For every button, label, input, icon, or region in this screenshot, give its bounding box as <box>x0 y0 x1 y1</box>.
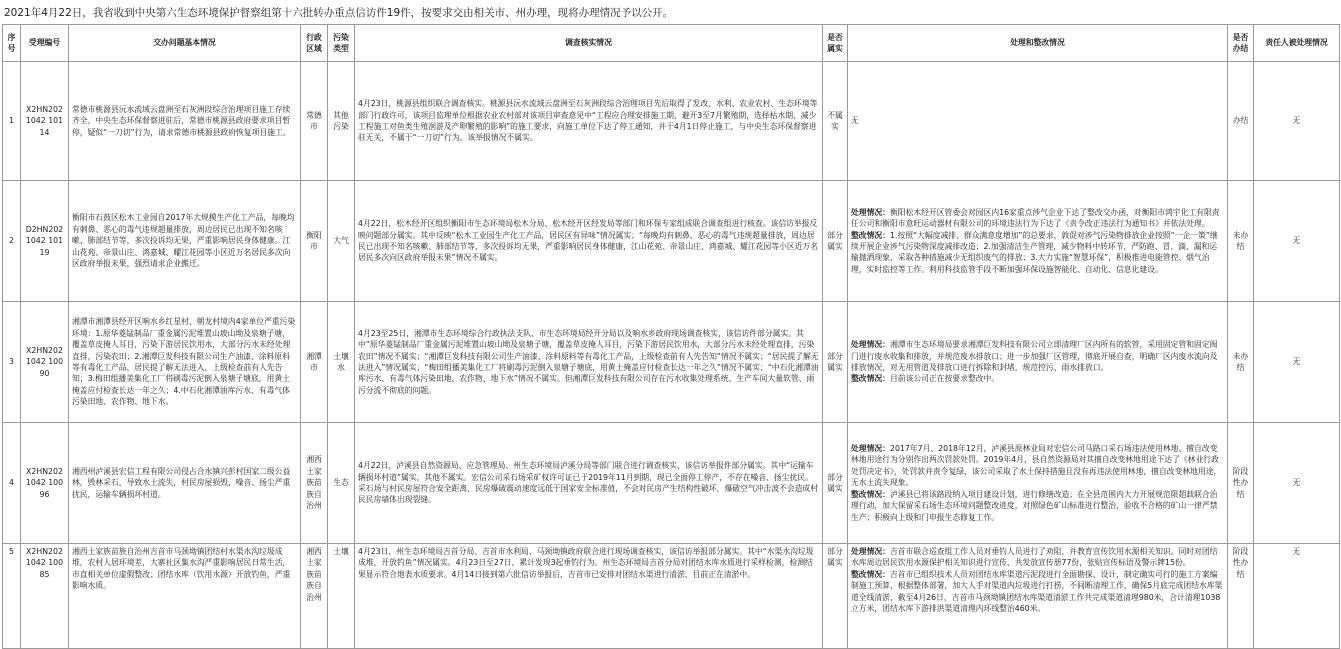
handling-text: 吉首市联合巡查组工作人员对垂钓人员进行了劝阻，并教育宣传饮用水源相关知识。同时对团结水库周边居民饮用水源保护相关知识进行宣传，共发放宣传册77份，张贴宣传标语及警示牌15份。 <box>851 547 1218 568</box>
cell-investigation: 4月23至25日，湘潭市生态环境综合行政执法支队、市生态环境局经开分局以及响水乡政府现场调查核实，该信访件部分属实。其中“原华菱锰制品厂重金属污泥堆置山坡山坳及泉塘子塘，覆盖草皮掩人耳目，污染下游居民饮用水，大部分污水未经处理直排，污染农田”情况不属实；“湘潭巨发科技有限公司生产油漆、涂料原料等有毒化工产品，上级检查前有人先告知”情况不属实；“居民提了解无法进入”情况属实；“梅田组播美集化工厂将刷毒污泥倒入泉塘子塘底，用黄土掩盖应付检查长达一年之久”情况不属实；“中石化湘潭油库污水、有毒气体污染田地、农作物、地下水”情况不属实。但湘潭巨发科技有限公司存在污水收集处理系统、生产车间大量软管、雨污分流不彻底的问题。 <box>355 302 823 423</box>
rectify-text: 1.按照“大幅度减排、群众满意度增加”的总要求，敦促对涉气污染物排放企业按照“一企一策”继续开展企业涉气污染物深度减排改造；2.加强清洁生产管理，减少物料中转环节，严防跑、冒、滴、漏和运输抛洒现象，采取各种措施减少无组织废气的排放；3.大力实施“智慧环保”，积极推进电能管控、烟气治理，实时监控等工作。利用科技监管手段不断加强环保设施智能化、自动化、信息化建设。 <box>851 230 1218 274</box>
cell-region: 衡阳市 <box>301 181 328 302</box>
cell-closed: 未办结 <box>1228 181 1254 302</box>
rectify-label: 整改情况： <box>851 489 890 499</box>
header-investigation: 调查核实情况 <box>355 25 823 62</box>
handling-text: 衡阳松木经开区管委会对园区内16家重点涉气企业下达了整改交办函，对衡阳市鸿宇化工有限责任公司和衡阳市意旺运动器材有限公司的环境违法行为下达了《责令改正违法行为通知书》并依法处理。 <box>851 207 1220 229</box>
handling-label: 处理情况： <box>851 444 890 454</box>
cell-closed: 阶段性办结 <box>1228 423 1254 544</box>
rectify-paragraph <box>851 373 1224 384</box>
cell-investigation: 4月23日，桃源县组织联合调查核实。桃源县沅水流域云盘洲至石灰洲段综合治理项目先后取得了发改、水利、农业农村、生态环境等部门行政许可，该项目监理单位根据农业农村部对该项目审查意见中“工程应合理安排施工期，避开3至7月繁殖期，选择枯水期，减少工程施工对鱼类生殖洄游及产卵繁殖的影响”的施工要求，向施工单位下达了停工通知，并于4月1日停止施工，与中央生态环保督察进驻无关，不属于“一刀切”行为。该举报情况不属实。 <box>355 62 823 181</box>
table-row <box>3 302 1340 423</box>
handling-paragraph <box>851 207 1224 230</box>
cell-region: 湘潭市 <box>301 302 328 423</box>
cell-verified: 部分属实 <box>823 544 848 649</box>
header-issue: 交办问题基本情况 <box>69 25 301 62</box>
cell-verified: 部分属实 <box>823 423 848 544</box>
cell-handling <box>848 544 1228 649</box>
table-row <box>3 544 1340 649</box>
cell-type: 生态 <box>328 423 355 544</box>
cell-code: X2HN2021042 10096 <box>21 423 69 544</box>
cell-handling: 无 <box>848 62 1228 181</box>
cell-code: X2HN2021042 10114 <box>21 62 69 181</box>
header-handling: 处理和整改情况 <box>848 25 1228 62</box>
cell-issue: 湘西土家族苗族自治州吉首市马颈坳镇团结村水渠水沟垃圾成堆，农村人居环境差，大寨社区集水沟严重影响居民日常生活，市直相关单位虚假整改；团结水库（饮用水源）开放钓鱼，严重影响水质。 <box>69 544 301 649</box>
header-verified: 是否属实 <box>823 25 848 62</box>
header-region: 行政区域 <box>301 25 328 62</box>
cell-accountability: 无 <box>1254 62 1340 181</box>
table-row <box>3 423 1340 544</box>
header-accountability: 责任人被处理情况 <box>1254 25 1340 62</box>
cell-code: D2HN2021042 10119 <box>21 181 69 302</box>
cell-issue: 湘潭市湘潭县经开区响水乡红星村、朝龙村境内4家单位严重污染环境：1.原华菱锰制品厂重金属污泥堆置山坡山坳及泉塘子塘，覆盖草皮掩人耳目，污染下游居民饮用水，大部分污水未经处理直排，污染农田；2.湘潭巨发科技有限公司生产油漆、涂料原料等有毒化工产品，居民提了解无法进入，上级检查前有人先告知；3.梅田组播美集化工厂将刷毒污泥倒入泉塘子塘底，用黄土掩盖应付检查长达一年之久；4.中石化湘潭油库污水、有毒气体污染田地、农作物、地下水。 <box>69 302 301 423</box>
table-row <box>3 62 1340 181</box>
rectify-text: 吉首市已组织技术人员对团结水库渠道污泥段进行全面勘探、设计，制定确实可行的施工方案编制施工预算，根据整体部署，加大人手对渠道内垃圾进行打捞，不间断清理工作，确保5月底完成团结水库渠道全线清淤，截至4月26日，吉首市马颈坳镇团结水库渠道清淤工作共完成渠道清理980米，合计清理1038立方米，团结水库下游排洪渠道清理内环线整治460米。 <box>851 569 1223 614</box>
handling-label: 处理情况： <box>851 207 890 217</box>
cell-code: X2HN2021042 10090 <box>21 302 69 423</box>
cell-no: 1 <box>3 62 21 181</box>
cell-handling <box>848 423 1228 544</box>
handling-text: 2017年7月、2018年12月，泸溪县原林业局对宏信公司马路口采石场违法使用林地、擅自改变林地用途行为分别作出两次罚款处罚。2019年4月，县自然资源局对其擅自改变林地用途下达了《林业行政处罚决定书》，处罚款并责令复绿，该公司采取了水土保持措施且没有再违法使用林地，擅自改变林地用途，无水土流失现象。 <box>851 444 1222 488</box>
cell-no: 2 <box>3 181 21 302</box>
rectify-paragraph <box>851 489 1224 523</box>
cell-type: 土壤 <box>328 544 355 649</box>
rectify-text: 泸溪县已将该路段纳入项目建设计划，进行修缮改造；在全县范围内大力开展规范限超载联合治理行动，加大保留采石场生态环境问题整改进度，对照绿色矿山标准进行整治，验收不合格的矿山一律严禁生产；积极向上级和门申报生态修复工作。 <box>851 489 1218 522</box>
handling-paragraph <box>851 546 1224 569</box>
cell-issue: 常德市桃源县沅水流域云盘洲至石灰洲段综合治理项目施工存续齐全，中央生态环保督察进驻后，常德市桃源县政府要求项目暂停，疑似“一刀切”行为，请求常德市桃源县政府恢复项目施工。 <box>69 62 301 181</box>
cell-verified: 部分属实 <box>823 181 848 302</box>
handling-paragraph <box>851 339 1224 373</box>
handling-label: 处理情况： <box>851 547 890 556</box>
handling-paragraph <box>851 443 1224 489</box>
rectify-paragraph <box>851 230 1224 276</box>
cell-type: 土壤水 <box>328 302 355 423</box>
header-type: 污染类型 <box>328 25 355 62</box>
cell-region: 湘西土家族苗族自治州 <box>301 423 328 544</box>
header-code: 受理编号 <box>21 25 69 62</box>
intro-text: 2021年4月22日，我省收到中央第六生态环境保护督察组第十六批转办重点信访件19件，按要求交由相关市、州办理，现将办理情况予以公开。 <box>4 7 674 19</box>
cell-no: 5 <box>3 544 21 649</box>
cell-verified: 部分属实 <box>823 302 848 423</box>
cell-region: 常德市 <box>301 62 328 181</box>
cell-accountability: 无 <box>1254 544 1340 649</box>
cell-closed: 未办结 <box>1228 302 1254 423</box>
cell-closed: 办结 <box>1228 62 1254 181</box>
cell-type: 大气 <box>328 181 355 302</box>
cell-verified: 不属实 <box>823 62 848 181</box>
rectify-label: 整改情况： <box>851 230 890 240</box>
header-closed: 是否办结 <box>1228 25 1254 62</box>
cell-no: 3 <box>3 302 21 423</box>
petition-table <box>2 24 1340 649</box>
cell-closed: 阶段性办结 <box>1228 544 1254 649</box>
cell-no: 4 <box>3 423 21 544</box>
cell-investigation: 4月22日，泸溪县自然资源局、应急管理局、州生态环境局泸溪分局等部门联合进行调查核实，该信访举报件部分属实。其中“运输车辆损坏村道”属实，其他不属实。宏信公司采石场采矿权许可证已于2019年11月到期，现已全面停工停产，不存在噪音、扬尘扰民。采石场与村民房屋符合安全距离，民房爆破震动速度远低于国家安全标准值，不会对民房产生结构性破坏，爆破空气冲击波不会造成村民民房墙体出现裂缝。 <box>355 423 823 544</box>
cell-handling <box>848 181 1228 302</box>
table-header-row <box>3 25 1340 62</box>
rectify-paragraph <box>851 569 1224 615</box>
cell-accountability: 无 <box>1254 302 1340 423</box>
cell-code: X2HN2021042 10085 <box>21 544 69 649</box>
cell-investigation: 4月23日，州生态环境局吉首分局、吉首市水利局、马颈坳镇政府联合进行现场调查核实，该信访举报部分属实。其中“水渠水沟垃圾成堆，开放钓鱼”情况属实。4月23日至27日，累计发现3起垂钓行为。州生态环境局吉首分局对团结水库水质进行采样检测，检测结果显示符合地表水质要求。4月14日接到第六批信访举报后，吉首市已安排对团结水渠进行清淤，目前正在清淤中。 <box>355 544 823 649</box>
cell-type: 其他污染 <box>328 62 355 181</box>
table-row <box>3 181 1340 302</box>
cell-accountability: 无 <box>1254 423 1340 544</box>
cell-region: 湘西土家族苗族自治州 <box>301 544 328 649</box>
cell-handling <box>848 302 1228 423</box>
rectify-label: 整改情况： <box>851 569 890 579</box>
cell-accountability: 无 <box>1254 181 1340 302</box>
handling-text: 湘潭市生态环境局要求湘潭巨发科技有限公司立即清理厂区内所有的软管，采用固定管和固定阀门进行废水收集和排放，并规范废水排放口；进一步加强厂区管理，彻底开展自查，明确厂区内废水流向及排放情况，对无用管道及排放口进行拆除和封堵，规范控污、雨水排放口。 <box>851 340 1218 372</box>
handling-label: 处理情况： <box>851 340 890 350</box>
rectify-label: 整改情况： <box>851 374 890 384</box>
cell-issue: 衡阳市石鼓区松木工业园自2017年大规模生产化工产品，每晚均有刺鼻、恶心的毒气违规超量排放，周边居民已出现不知名咳嗽、肺部结节等，多次投诉均无果，严重影响居民身体健康。江山花苑、帝景山庄、鸿嘉城、耀江花园等小区近万名居民多次向区政府举报未果，强烈请求企业搬迁。 <box>69 181 301 302</box>
header-no: 序号 <box>3 25 21 62</box>
rectify-text: 目前该公司正在按要求整改中。 <box>889 374 1000 384</box>
cell-investigation: 4月22日，松木经开区组织衡阳市生态环境局松木分局、松木经开区经发局等部门和环保专家组成联合调查组进行核查。该信访举报反映问题部分属实。其中反映“松木工业园生产化工产品，居民区有异味”情况属实；“每晚均有刺鼻、恶心的毒气违规超量排放，周边居民已出现不知名咳嗽、肺部结节等，多次投诉均无果，严重影响居民身体健康，江山花苑、帝景山庄、鸿嘉城、耀江花园等小区近万名居民多次向区政府举报未果”情况不属实。 <box>355 181 823 302</box>
cell-issue: 湘西州泸溪县宏信工程有限公司侵占合水镇兴彭村国家二级公益林，毁林采石，导致水土流失，村民房屋损毁，噪音、扬尘严重扰民，运输车辆损坏村道。 <box>69 423 301 544</box>
